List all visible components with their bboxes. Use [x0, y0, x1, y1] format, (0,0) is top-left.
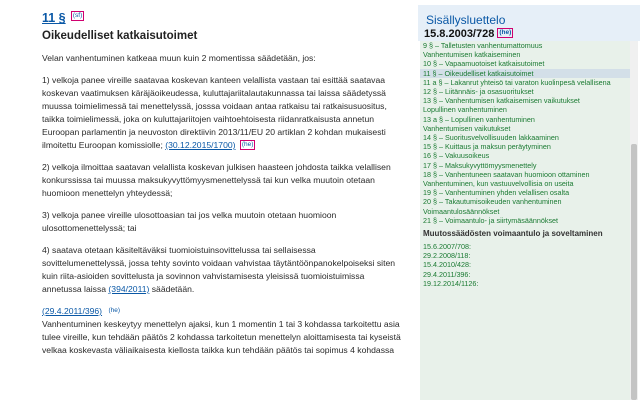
amendment-link[interactable]: (29.4.2011/396)	[42, 306, 103, 316]
item-1-amendment-link[interactable]: (30.12.2015/1700)	[165, 140, 236, 150]
toc-item[interactable]: 16 § – Vakuusoikeus	[423, 151, 490, 161]
intro-paragraph: Velan vanhentuminen katkeaa muun kuin 2 momentissa säädetään, jos:	[42, 53, 316, 63]
toc-item[interactable]: 15 § – Kuittaus ja maksun peräytyminen	[423, 142, 551, 152]
toc-items	[420, 41, 630, 225]
toc-item[interactable]: 10 § – Vapaamuotoiset katkaisutoimet	[423, 59, 545, 69]
toc-he-tag[interactable]: (he)	[499, 29, 512, 36]
paragraph-item-2: 2) velkoja ilmoittaa saatavan velallista koskevan julkisen haasteen johdosta taikka velallisen konkurssissa tai muussa maksukyvyttömyysmenettelyssä tai kun velka muutoin otetaan huomioon menettelyn yhteydessä;	[42, 162, 391, 198]
item-4-text: 4) saatava otetaan käsiteltäväksi tuomioistuinsovittelussa tai sellaisessa sovittelumenettelyssä, jossa tehty sovinto voidaan vahvistaa täytäntöönpanokelpoiseksi siten kuin riita-asioiden sovittelusta ja sovinnon vahvistamisesta yleisissä tuomioistuimissa annetussa laissa	[42, 245, 396, 294]
toc-scroll-thumb[interactable]	[631, 144, 637, 400]
section-header	[42, 10, 418, 44]
toc-item[interactable]: 11 a § – Lakanrut yhteisö tai varaton kuolinpesä velallisena	[423, 77, 611, 87]
item-4-law-link[interactable]: (394/2011)	[108, 284, 150, 294]
toc-amendment-item[interactable]: 15.6.2007/708:	[423, 242, 471, 252]
paragraph-item-1	[42, 74, 402, 152]
toc-amendment-item[interactable]: 15.4.2010/428:	[423, 260, 471, 270]
toc-statute-number: 15.8.2003/728	[424, 28, 495, 40]
toc-title: Sisällysluettelo	[426, 13, 506, 27]
toc-item[interactable]: Lopullinen vanhentuminen	[423, 105, 507, 115]
toc-item[interactable]: 20 § – Takautumisoikeuden vanhentuminen	[423, 197, 562, 207]
toc-amendment-item[interactable]: 29.4.2011/396:	[423, 269, 471, 279]
toc-amendments-heading: Muutossäädösten voimaantulo ja soveltaminen	[423, 229, 603, 239]
toc-item[interactable]: 9 § – Talletusten vanhentumattomuus	[423, 41, 543, 50]
toc-item[interactable]: 18 § – Vanhentuneen saatavan huomioon ottaminen	[423, 169, 590, 179]
toc-amendment-item[interactable]: 19.12.2014/1126:	[423, 278, 479, 288]
toc-item[interactable]: 19 § – Vanhentuminen yhden velallisen osalta	[423, 188, 570, 198]
toc-item[interactable]: 13 a § – Lopullinen vanhentuminen	[423, 114, 535, 124]
toc-sidebar	[418, 0, 640, 400]
toc-item[interactable]: Voimaantulosäännökset	[423, 206, 500, 216]
toc-item[interactable]: 21 § – Voimaantulo- ja siirtymäsäännökset	[423, 215, 559, 225]
toc-statute-id	[424, 28, 513, 40]
toc-item[interactable]: 13 § – Vanhentumisen katkaisemisen vaikutukset	[423, 96, 580, 106]
item-4-end: säädetään.	[149, 284, 195, 294]
toc-scrollbar[interactable]	[630, 41, 638, 400]
toc-item[interactable]: 12 § – Liitännäis- ja osasuoritukset	[423, 87, 534, 97]
item-1-text: 1) velkoja panee vireille saatavaa koskevan kanteen velallista vastaan tai esittää saatavaa koskevan vaatimuksen käräjäoikeudessa, kuluttajariitalautakunnassa tai laissa säädetyssä muussa toimielimessä tai menettelyssä, josssa voidaan antaa ratkaisu tai ratkaisusuositus, taikka toimielimessä, joka on kuluttajariitojen vaihtoehtoisesta riidanratkaisusta annetun Euroopan parlamentin ja neuvoston direktiivin 2013/11/EU 20 artiklan 2 kohdan mukaisesti ilmoitettu Euroopan komissiolle;	[42, 75, 387, 150]
toc-item[interactable]: 11 § – Oikeudelliset katkaisutoimet	[420, 69, 630, 78]
toc-header	[418, 5, 640, 41]
section-number-link[interactable]: 11 §	[42, 11, 66, 25]
amendment-he-tag[interactable]: (he)	[108, 307, 120, 314]
paragraph-item-3: 3) velkoja panee vireille ulosottoasian tai jos velka muutoin otetaan huomioon ulosottomenettelyssä; tai	[42, 210, 337, 233]
toc-item[interactable]: Vanhentumisen katkaiseminen	[423, 50, 521, 60]
toc-item[interactable]: Vanhentuminen, kun vastuuvelvollisia on useita	[423, 179, 574, 189]
toc-list	[420, 41, 630, 400]
toc-amendment-item[interactable]: 29.2.2008/118:	[423, 251, 471, 261]
section-tag-link[interactable]: (sf)	[72, 12, 83, 19]
toc-amendment-items	[420, 242, 630, 288]
toc-item[interactable]: 17 § – Maksukyvyttömyysmenettely	[423, 160, 537, 170]
toc-item[interactable]: 14 § – Suoritusvelvollisuuden lakkaaminen	[423, 133, 559, 143]
item-1-he-tag[interactable]: (he)	[241, 141, 254, 148]
amendment-line	[42, 305, 402, 318]
section-title: Oikeudelliset katkaisutoimet	[42, 30, 198, 42]
toc-item[interactable]: Vanhentumisen vaikutukset	[423, 123, 511, 133]
last-paragraph: Vanhentuminen keskeytyy menettelyn ajaksi, kun 1 momentin 1 tai 3 kohdassa tarkoitettu asia tulee vireille, kun tehdään päätös 2 kohdassa tarkoitetun menettelyn aloittamisesta tai kyseistä velkaa koskevasta väliaikaisesta kiellosta taikka kun tehdään päätös tai sopimus 4 kohdassa	[42, 319, 401, 355]
paragraph-item-4	[42, 244, 402, 296]
